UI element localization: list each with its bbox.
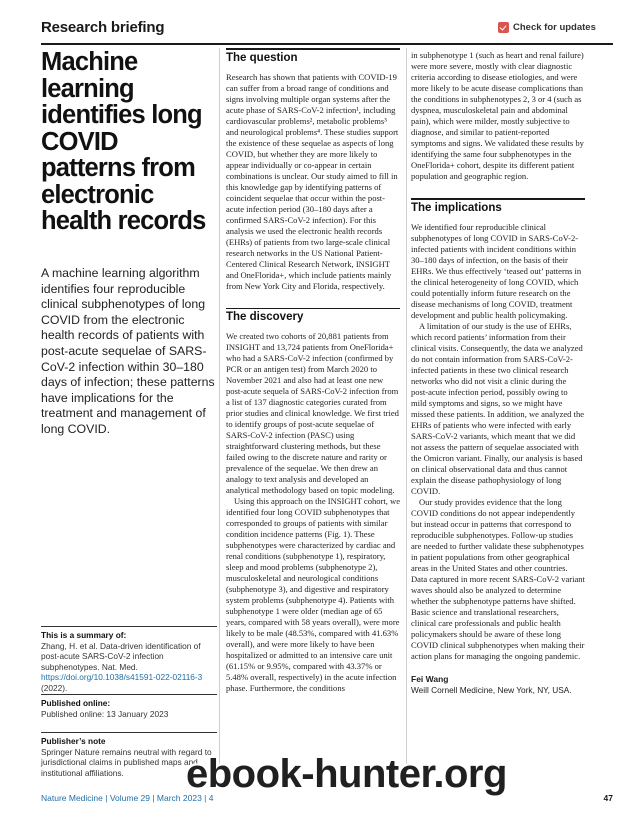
discovery-continued-paragraph: in subphenotype 1 (such as heart and renal failure) were more severe, mostly with clear diagnostic criteria according to disease etiologies, and were more likely to be acute disease complications than the conditions in subphenotypes 2, 3 or 4 (such as dyspnea, musculoskeletal pain and abdominal pain), which were milder, mostly subjective to diagnose, and similar to patient-reported symptoms and signs. We validated these results by identifying the same four subphenotypes in the OneFlorida+ cohort, despite its different patient population and geographic region.	[411, 50, 584, 181]
summary-text: Zhang, H. et al. Data-driven identification of post-acute SARS-CoV-2 infection subphenotypes. Nat. Med.	[41, 640, 201, 672]
page-number: 47	[603, 793, 613, 803]
doi-link[interactable]: https://doi.org/10.1038/s41591-022-02116-3	[41, 672, 203, 683]
section-rule	[411, 198, 585, 200]
middle-column	[226, 48, 400, 694]
implications-paragraph: We identified four reproducible clinical subphenotypes of long COVID in SARS-CoV-2-infected patients with incident conditions within 30–180 days of infection, on the basis of their EHRs. We thus effectively ‘teased out’ patterns in the clinical heterogeneity of long COVID, which could potentially inform future research on the disease mechanisms of long COVID, treatment development and public health policymaking.	[411, 221, 582, 320]
published-block	[41, 694, 217, 719]
published-rule	[41, 694, 217, 695]
published-label: Published online:	[41, 698, 111, 708]
article-title: Machine learning identifies long COVID patterns from electronic health records	[41, 48, 206, 235]
discovery-paragraph: We created two cohorts of 20,881 patients from INSIGHT and 13,724 patients from OneFlorida+ who had a SARS-CoV-2 infection (confirmed by PCR or an antigen test) from March 2020 to November 2021 and also had at least one new post-acute sequela of SARS-CoV-2 infection from a list of 137 diagnostic categories curated from prior studies and clinical knowledge. We first tried to identify groups of post-acute sequelae of SARS-CoV-2 infection (PASC) using straightforward clustering methods, but these failed owing to the discrete nature and rarity or prevalence of the sequelae. We then drew an analogy to text analysis and developed an analytical methodology based on topic modeling.	[226, 331, 399, 495]
check-for-updates-label: Check for updates	[513, 22, 596, 33]
discovery-paragraph: Using this approach on the INSIGHT cohort, we identified four long COVID subphenotypes that corresponded to groups of patients with similar condition incidence patterns (Fig. 1). These subphenotypes were characterized by cardiac and renal conditions (subphenotype 1), respiratory, sleep and mood problems (subphenotype 2), musculoskeletal and neurological conditions (subphenotype 3), and digestive and respiratory system problems (subphenotype 4). Patients with subphenotype 1 were older (median age of 65 years, compared with 58 years overall), were more likely to be male (48.53%, compared with 41.63% overall), and were more likely to have been hospitalized or admitted to an intensive care unit (61.15% or 9.95%, compared with 43.37% or 5.48% overall, respectively) in the acute infection phase. Furthermore, the conditions	[226, 496, 401, 693]
section-rule	[226, 308, 400, 310]
right-column	[411, 50, 585, 696]
publishers-note-label: Publisher’s note	[41, 736, 106, 746]
implications-heading: The implications	[411, 201, 502, 214]
publishers-note-rule	[41, 732, 217, 733]
summary-citation	[41, 641, 217, 694]
column-divider	[406, 48, 407, 770]
question-paragraph: Research has shown that patients with COVID-19 can suffer from a broad range of conditions and signs involving multiple organ systems after the acute phase of SARS-CoV-2 infection¹, including cardiovascular problems², metabolic problems³ and neurological problems⁴. These studies support the existence of these sequelae as aspects of long COVID, but whether they are more likely to appear individually or co-appear in certain combinations is unclear. Our study aimed to fill in this knowledge gap by identifying patterns of coincident sequelae that occur within the post-acute infection period (30–180 days after a confirmed SARS-CoV-2 infection). For this analysis we used the electronic health records (EHRs) of patients from two large-scale clinical research networks in the US National Patient-Centered Clinical Research Network, INSIGHT and OneFlorida+, which include patients mainly from New York City and Florida, respectively.	[226, 71, 399, 291]
summary-rule	[41, 626, 217, 627]
summary-year: (2022).	[41, 682, 68, 693]
implications-paragraph: A limitation of our study is the use of EHRs, which record patients’ information from their clinical visits. Consequently, the data we analyzed do not contain information from SARS-CoV-2-infected patients in these two clinical research networks who did not visit a clinic during the post-acute infection period, possibly owing to mild symptoms and signs, so we might have missed these patients. In addition, we analyzed the EHRs of patients who were infected with early SARS-CoV-2 variants, which meant that we did not assess the pattern of sequelae associated with the Omicron variant. Finally, our analysis is based on clinical observational data and thus cannot explain the disease pathophysiology of long COVID.	[411, 320, 585, 496]
summary-label: This is a summary of:	[41, 630, 127, 640]
question-heading: The question	[226, 51, 298, 64]
check-for-updates-button[interactable]	[498, 22, 596, 33]
author-affiliation: Weill Cornell Medicine, New York, NY, USA.	[411, 684, 572, 695]
header-rule	[41, 43, 613, 45]
published-date: Published online: 13 January 2023	[41, 708, 169, 719]
section-rule	[226, 48, 400, 50]
standfirst: A machine learning algorithm identifies four reproducible clinical subphenotypes of long COVID from the electronic health records of patients with post-acute sequelae of SARS-CoV-2 infection within 30–180 days of infection; these patterns have implications for the treatment and management of long COVID.	[41, 266, 215, 436]
column-divider	[219, 48, 220, 770]
discovery-heading: The discovery	[226, 311, 304, 323]
summary-block	[41, 626, 217, 694]
section-label: Research briefing	[41, 19, 165, 36]
footer-journal[interactable]: Nature Medicine | Volume 29 | March 2023 | 4	[41, 793, 214, 803]
publishers-note-text: Springer Nature remains neutral with regard to jurisdictional claims in published maps and institutional affiliations.	[41, 746, 212, 778]
implications-paragraph: Our study provides evidence that the long COVID conditions do not appear independently but instead occur in patterns that correspond to reproducible subphenotypes. Follow-up studies are needed to further validate these subphenotypes in patient populations from other geographical areas in the United States and other countries. Data captured in more recent SARS-CoV-2 variant waves should also be analyzed to determine whether the subphenotype patterns have shifted. Basic science and translational researchers, clinical care professionals and public health policymakers should be aware of these long COVID clinical subphenotypes when making their action plans for managing the ongoing pandemic.	[411, 496, 585, 661]
check-badge-icon	[498, 22, 509, 33]
author-name: Fei Wang	[411, 673, 449, 684]
watermark: ebook-hunter.org	[186, 752, 507, 796]
